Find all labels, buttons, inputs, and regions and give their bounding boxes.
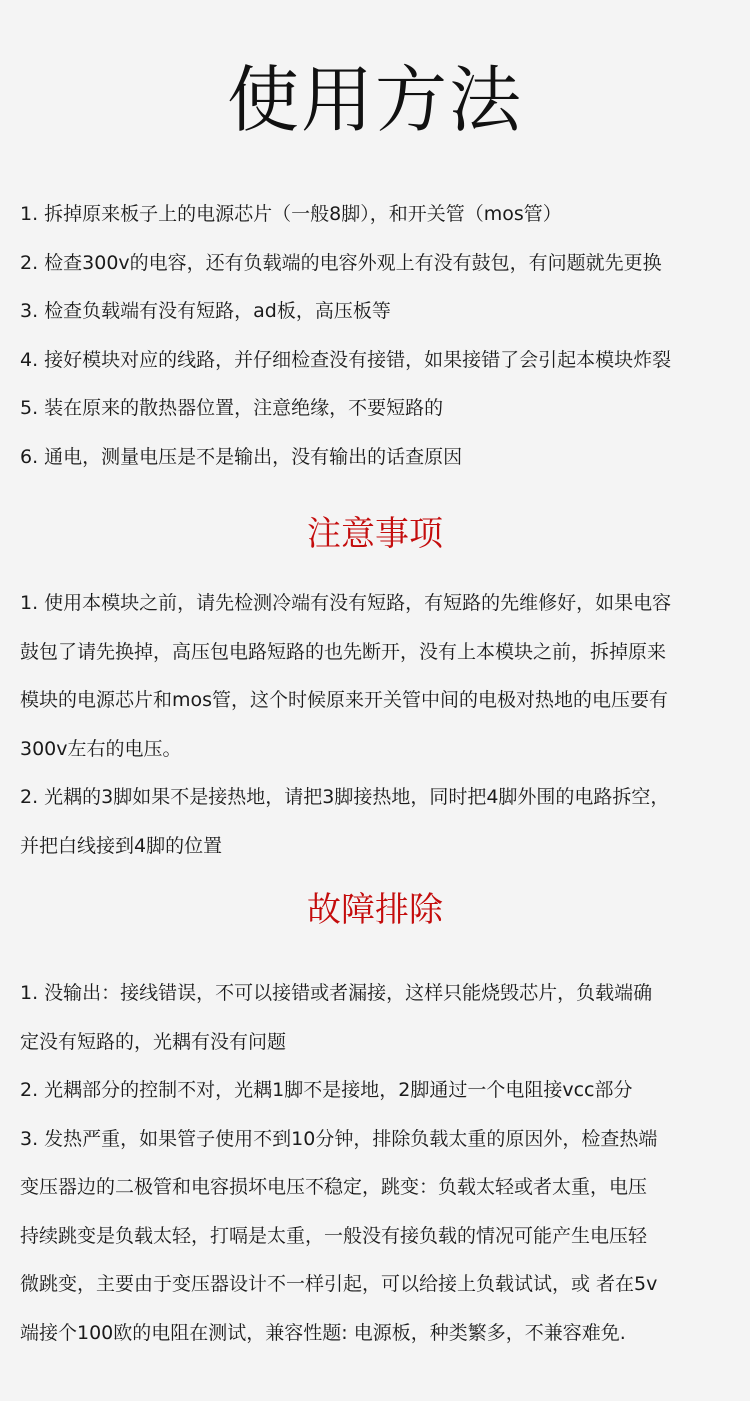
troubleshooting-line: 持续跳变是负载太轻，打嗝是太重，一般没有接负载的情况可能产生电压轻 xyxy=(20,1224,648,1247)
usage-steps xyxy=(20,190,734,481)
troubleshooting-line: 定没有短路的，光耦有没有问题 xyxy=(20,1030,287,1053)
troubleshooting-heading: 故障排除 xyxy=(307,890,443,930)
troubleshooting-line: 2. 光耦部分的控制不对，光耦1脚不是接地，2脚通过一个电阻接vcc部分 xyxy=(20,1079,633,1101)
notes-heading: 注意事项 xyxy=(307,514,443,554)
troubleshooting-text xyxy=(20,969,734,1357)
troubleshooting-line: 端接个100欧的电阻在测试，兼容性题: 电源板，种类繁多，不兼容难免. xyxy=(20,1321,626,1344)
usage-step: 5. 装在原来的散热器位置，注意绝缘，不要短路的 xyxy=(20,397,444,419)
notes-line: 鼓包了请先换掉，高压包电路短路的也先断开，没有上本模块之前，拆掉原来 xyxy=(20,640,667,663)
usage-step: 1. 拆掉原来板子上的电源芯片（一般8脚），和开关管（mos管） xyxy=(20,203,562,225)
notes-line: 模块的电源芯片和mos管，这个时候原来开关管中间的电极对热地的电压要有 xyxy=(20,689,669,711)
usage-step: 3. 检查负载端有没有短路，ad板，高压板等 xyxy=(20,300,391,322)
troubleshooting-line: 微跳变，主要由于变压器设计不一样引起，可以给接上负载试试，或 者在5v xyxy=(20,1273,658,1295)
notes-line: 300v左右的电压。 xyxy=(20,737,182,760)
troubleshooting-line: 变压器边的二极管和电容损坏电压不稳定，跳变：负载太轻或者太重，电压 xyxy=(20,1176,648,1198)
usage-step: 4. 接好模块对应的线路，并仔细检查没有接错，如果接错了会引起本模块炸裂 xyxy=(20,348,672,371)
usage-step: 2. 检查300v的电容，还有负载端的电容外观上有没有鼓包，有问题就先更换 xyxy=(20,251,662,274)
notes-line: 2. 光耦的3脚如果不是接热地，请把3脚接热地，同时把4脚外围的电路拆空， xyxy=(20,786,670,808)
usage-step: 6. 通电，测量电压是不是输出，没有输出的话查原因 xyxy=(20,445,463,468)
notes-line: 1. 使用本模块之前，请先检测冷端有没有短路，有短路的先维修好，如果电容 xyxy=(20,592,672,614)
notes-text xyxy=(20,579,734,870)
troubleshooting-line: 3. 发热严重，如果管子使用不到10分钟，排除负载太重的原因外，检查热端 xyxy=(20,1127,658,1150)
notes-line: 并把白线接到4脚的位置 xyxy=(20,834,223,857)
page-title: 使用方法 xyxy=(226,58,523,142)
troubleshooting-line: 1. 没输出：接线错误，不可以接错或者漏接，这样只能烧毁芯片，负载端确 xyxy=(20,982,653,1004)
